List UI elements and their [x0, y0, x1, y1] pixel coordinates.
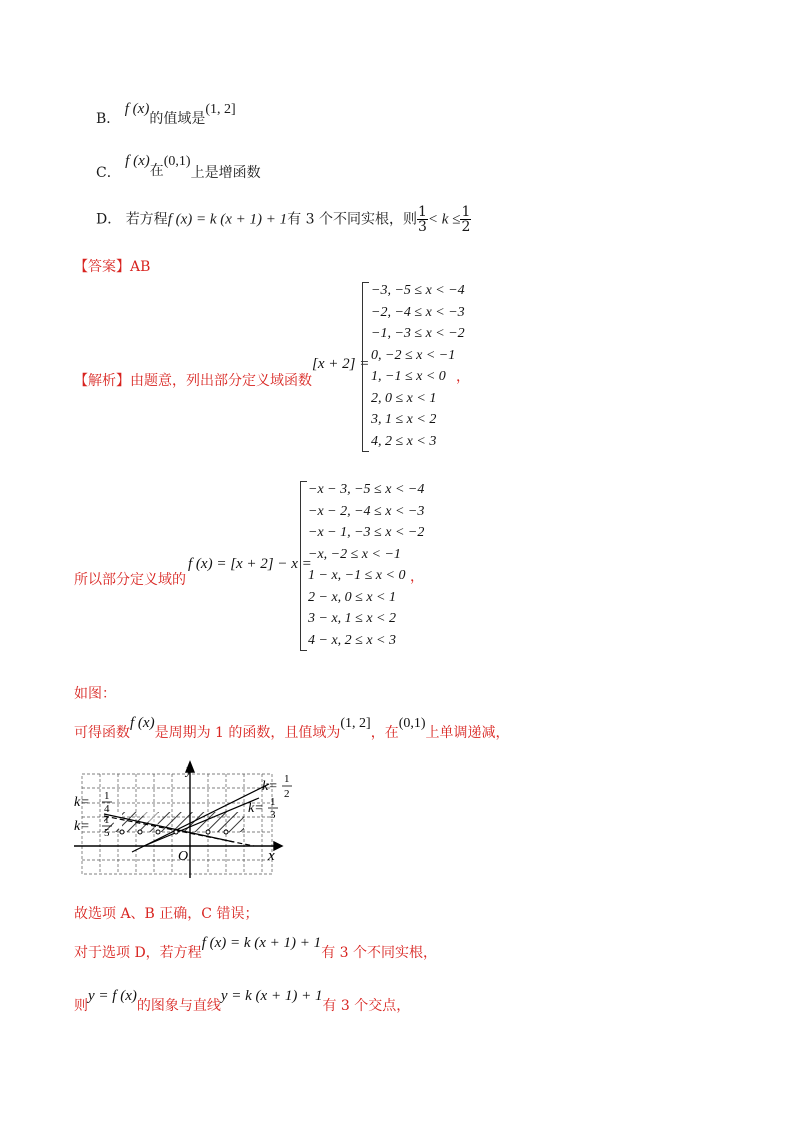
conclusion-2-text2: 有 3 个不同实根，	[321, 945, 437, 961]
second-cases	[308, 479, 424, 651]
period-interval: (0,1)	[398, 716, 426, 731]
conclusion-2	[74, 935, 437, 962]
period-text2: 是周期为 1 的函数，且值域为	[154, 725, 341, 741]
analysis-comma: ，	[456, 369, 470, 385]
option-b-range: (1, 2]	[205, 102, 236, 117]
conclusion-1: 故选项 A、B 正确，C 错误；	[74, 906, 259, 922]
k4-num: 1	[270, 796, 276, 808]
k3-num: 1	[284, 773, 290, 785]
period-text1: 可得函数	[74, 725, 130, 741]
conclusion-2-text1: 对于选项 D，若方程	[74, 945, 202, 961]
period-func: f (x)	[130, 715, 155, 731]
case-row: 0, −2 ≤ x < −1	[371, 347, 456, 363]
period-text3: ，在	[370, 725, 399, 741]
case-row: −1, −3 ≤ x < −2	[371, 326, 465, 341]
as-figure: 如图：	[74, 686, 116, 702]
analysis-text: 由题意，列出部分定义域函数	[130, 373, 312, 389]
option-d-frac2: $\frac{1}{2}$	[461, 204, 471, 235]
case-row: −2, −4 ≤ x < −3	[371, 304, 465, 320]
option-c-interval: (0,1)	[163, 154, 191, 169]
case-row: −x, −2 ≤ x < −1	[308, 546, 401, 562]
option-c-func: f (x)	[125, 153, 150, 169]
analysis-line	[74, 370, 312, 390]
second-brace	[300, 481, 307, 651]
k1-label: k=	[74, 795, 90, 810]
x-axis-label: x	[268, 848, 275, 864]
y-axis-label: y	[186, 763, 193, 778]
k1-den: 4	[104, 803, 110, 815]
option-d-frac1: $\frac{1}{3}$	[418, 204, 427, 235]
answer-label: 【答案】	[74, 259, 130, 275]
answer-value: AB	[130, 259, 151, 275]
case-row: 2 − x, 0 ≤ x < 1	[308, 589, 397, 605]
graph-figure	[74, 760, 304, 884]
analysis-cases	[371, 280, 465, 452]
case-row: −x − 3, −5 ≤ x < −4	[308, 482, 425, 497]
option-d-equation: f (x) = k (x + 1) + 1	[167, 211, 288, 228]
second-comma: ，	[410, 569, 424, 585]
answer-line	[74, 256, 150, 276]
graph-svg	[74, 760, 304, 880]
case-row: 1 − x, −1 ≤ x < 0	[308, 568, 406, 583]
period-text4: 上单调递减，	[425, 725, 510, 741]
case-row: −x − 2, −4 ≤ x < −3	[308, 503, 425, 519]
second-line: 所以部分定义域的	[74, 572, 186, 588]
option-b	[96, 101, 236, 128]
k2-num: 1	[104, 814, 110, 826]
origin-label: O	[178, 849, 189, 864]
case-row: 2, 0 ≤ x < 1	[371, 390, 437, 406]
option-c-text2: 上是增函数	[190, 165, 261, 181]
analysis-lhs: [x + 2] =	[312, 356, 370, 372]
k1-num: 1	[104, 790, 110, 802]
case-row: 4, 2 ≤ x < 3	[371, 433, 437, 449]
case-row: 1, −1 ≤ x < 0	[371, 369, 446, 384]
conclusion-3-eq2: y = k (x + 1) + 1	[220, 988, 323, 1004]
k4-den: 3	[270, 809, 276, 821]
case-row: −x − 1, −3 ≤ x < −2	[308, 525, 425, 540]
k2-den: 5	[104, 827, 110, 839]
conclusion-3-eq1: y = f (x)	[88, 988, 137, 1004]
k3-den: 2	[284, 788, 290, 800]
option-c	[96, 153, 261, 182]
case-row: −3, −5 ≤ x < −4	[371, 283, 465, 298]
period-range: (1, 2]	[340, 716, 371, 731]
conclusion-3-text3: 有 3 个交点，	[322, 998, 411, 1014]
option-d	[96, 205, 471, 234]
conclusion-3-text2: 的图象与直线	[136, 998, 221, 1014]
conclusion-3	[74, 988, 411, 1015]
k2-label: k=	[74, 819, 90, 834]
analysis-brace	[362, 282, 369, 452]
conclusion-3-text1: 则	[74, 998, 88, 1014]
case-row: 4 − x, 2 ≤ x < 3	[308, 632, 397, 648]
case-row: 3 − x, 1 ≤ x < 2	[308, 611, 397, 626]
conclusion-2-equation: f (x) = k (x + 1) + 1	[201, 935, 322, 951]
k4-label: k=	[248, 801, 264, 816]
option-d-text1: 若方程	[125, 211, 168, 228]
period-line	[74, 715, 510, 742]
analysis-label: 【解析】	[74, 373, 130, 389]
second-lhs: f (x) = [x + 2] − x =	[188, 556, 312, 572]
option-c-letter: C．	[96, 165, 121, 181]
option-b-letter: B．	[96, 111, 121, 127]
option-b-func: f (x)	[124, 101, 150, 117]
option-d-text2: 有 3 个不同实根，则	[287, 211, 417, 228]
option-c-text1: 在	[149, 163, 164, 179]
case-row: 3, 1 ≤ x < 2	[371, 412, 437, 427]
option-b-text: 的值域是	[149, 111, 206, 127]
option-d-letter: D．	[96, 211, 122, 228]
option-d-ineq: < k ≤	[427, 211, 461, 228]
k3-label: k=	[262, 779, 278, 794]
